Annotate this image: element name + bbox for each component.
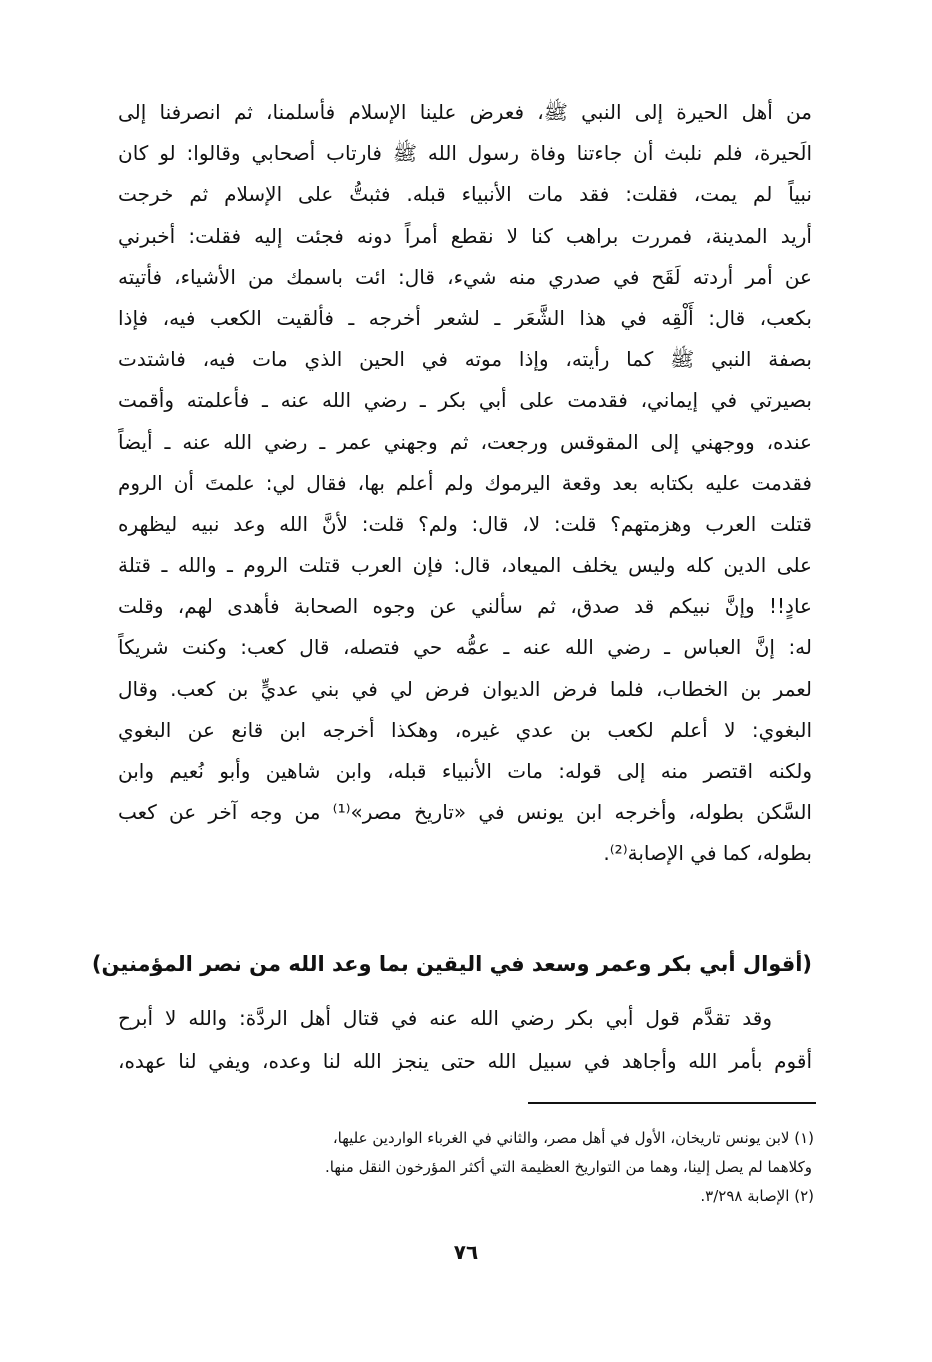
section-text-block bbox=[118, 997, 812, 1083]
footnote-separator bbox=[528, 1102, 816, 1104]
text-line: بكعب، قال: أَلْقِه في هذا الشَّعَر ـ لشعر أخرجه ـ فألقيت الكعب فيه، فإذا bbox=[118, 305, 812, 330]
text-line: عن أمر أردته لَقَح في صدري منه شيء، قال: ائت باسمك من الأشياء، فأتيته bbox=[118, 264, 812, 289]
main-text-block bbox=[118, 92, 812, 875]
text-line: على الدين كله وليس يخلف الميعاد، قال: فإن العرب قتلت الروم ـ والله ـ قتلة bbox=[118, 553, 812, 578]
text-line: عنده، ووجهني إلى المقوقس ورجعت، ثم وجهني عمر ـ رضي الله عنه ـ أيضاً bbox=[118, 429, 812, 454]
footnote-2: (٢) الإصابة ٣/٢٩٨. bbox=[700, 1187, 814, 1205]
text-line: نبياً لم يمت، فقلت: فقد مات الأنبياء قبله. فثبتُّ على الإسلام ثم خرجت bbox=[118, 182, 812, 207]
text-line: أقوم بأمر الله وأجاهد في سبيل الله حتى ينجز الله لنا وعده، ويفي لنا عهده، bbox=[118, 1049, 812, 1073]
text-line: من أهل الحيرة إلى النبي ﷺ، فعرض علينا الإسلام فأسلمنا، ثم انصرفنا إلى bbox=[118, 100, 812, 124]
text-line: أريد المدينة، فمررت براهب كنا لا نقطع أمراً دونه فجئت إليه فقلت: أخبرني bbox=[118, 223, 812, 248]
text-line: السَّكن بطوله، وأخرجه ابن يونس في «تاريخ مصر»⁽¹⁾ من وجه آخر عن كعب bbox=[118, 800, 812, 825]
text-line: الَحيرة، فلم نلبث أن جاءتنا وفاة رسول الله ﷺ فارتاب أصحابي وقالوا: لو كان bbox=[118, 141, 812, 166]
page-number: ٧٦ bbox=[453, 1240, 479, 1264]
footnote-1-continued: وكلاهما لم يصل إلينا، وهما من التواريخ العظيمة التي أكثر المؤرخون النقل منها. bbox=[325, 1158, 812, 1176]
text-line: لعمر بن الخطاب، فلما فرض الديوان فرض لي في بني عديٍّ بن كعب. وقال bbox=[118, 676, 812, 701]
text-line: عادٍ!! وإنَّ نبيكم قد صدق، ثم سألني عن وجوه الصحابة فأهدى لهم، وقلت bbox=[118, 594, 812, 619]
section-heading: (أقوال أبي بكر وعمر وسعد في اليقين بما وعد الله من نصر المؤمنين) bbox=[91, 952, 812, 976]
text-line: قتلت العرب وهزمتهم؟ قلت: لا، قال: ولم؟ قلت: لأنَّ الله وعد نبيه ليظهره bbox=[118, 511, 812, 536]
text-line: البغوي: لا أعلم لكعب بن عدي غيره، وهكذا أخرجه ابن قانع عن البغوي bbox=[118, 717, 812, 742]
text-line: وقد تقدَّم قول أبي بكر رضي الله عنه في قتال أهل الردَّة: والله لا أبرح bbox=[118, 1006, 772, 1030]
text-line: فقدمت عليه بكتابه بعد وقعة اليرموك ولم أعلم بها، فقال لي: علمتَ أن الروم bbox=[118, 470, 812, 495]
text-line: ولكنه اقتصر منه إلى قوله: مات الأنبياء قبله، وابن شاهين وأبو نُعيم وابن bbox=[118, 759, 812, 783]
text-line: بصيرتي في إيماني، فقدمت على أبي بكر ـ رضي الله عنه ـ فأعلمته وأقمت bbox=[118, 388, 812, 413]
text-line: بصفة النبي ﷺ كما رأيته، وإذا موته في الحين الذي مات فيه، فاشتدت bbox=[118, 347, 812, 372]
footnote-1: (١) لابن يونس تاريخان، الأول في أهل مصر، والثاني في الغرباء الواردين عليها، bbox=[332, 1129, 814, 1147]
text-line: له: إنَّ العباس ـ رضي الله عنه ـ عمُّه حي فتصله، قال كعب: وكنت شريكاً bbox=[118, 635, 812, 660]
text-line-last: بطوله، كما في الإصابة⁽²⁾. bbox=[603, 841, 812, 866]
footnotes bbox=[118, 1124, 814, 1211]
